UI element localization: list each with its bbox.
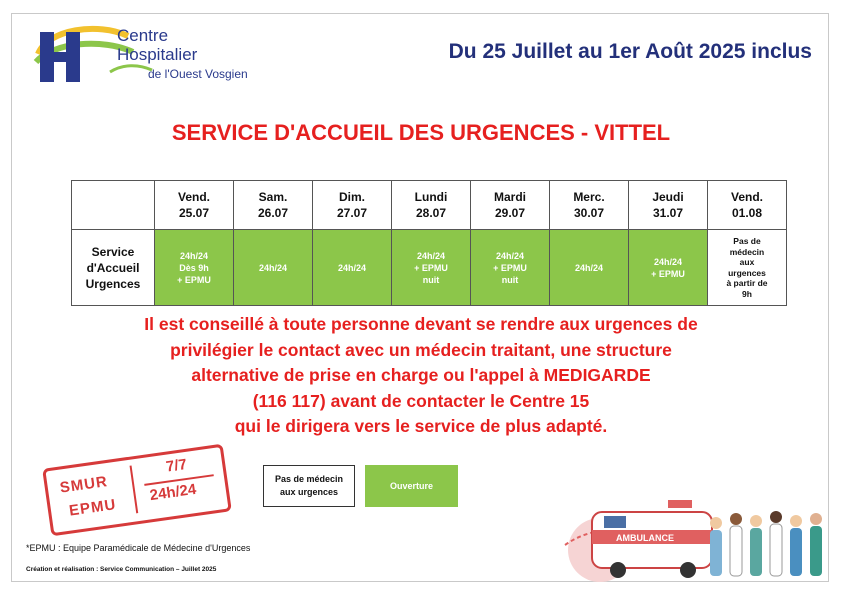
row-header-service: Service d'Accueil Urgences [72,230,155,306]
status-cell-open: 24h/24 + EPMU nuit [471,230,550,306]
footnote: *EPMU : Equipe Paramédicale de Médecine d'Urgences [26,543,251,553]
page-title: SERVICE D'ACCUEIL DES URGENCES - VITTEL [171,120,671,145]
status-cell-open: 24h/24 Dès 9h + EPMU [155,230,234,306]
status-cell-open: 24h/24 + EPMU nuit [392,230,471,306]
schedule-table [71,180,787,306]
table-header-row [72,181,787,230]
stamp-24h: 24h/24 [148,480,198,505]
logo-line-1: Centre [117,26,169,45]
legend-closed-label-1: Pas de médecin [274,474,344,484]
day-header: Sam. 26.07 [234,181,313,230]
day-header: Vend. 25.07 [155,181,234,230]
legend-closed-label-2: aux urgences [279,487,338,497]
day-header: Merc. 30.07 [550,181,629,230]
advice-line: qui le dirigera vers le service de plus adapté. [234,416,608,436]
legend-open: Ouverture [365,465,458,507]
table-row [72,230,787,306]
advice-line: alternative de prise en charge ou l'appel à MEDIGARDE [191,365,651,385]
status-cell-open: 24h/24 [550,230,629,306]
advice-line: Il est conseillé à toute personne devant se rendre aux urgences de [144,314,698,334]
status-cell-open: 24h/24 + EPMU [629,230,708,306]
table-corner-cell [72,181,155,230]
day-header: Vend. 01.08 [708,181,787,230]
day-header: Mardi 29.07 [471,181,550,230]
day-header: Lundi 28.07 [392,181,471,230]
advice-line: (116 117) avant de contacter le Centre 15 [252,390,590,411]
logo-line-2: Hospitalier [117,45,198,64]
stamp-divider [130,466,139,514]
advice-line: privilégier le contact avec un médecin traitant, une structure [170,339,672,360]
ambulance-with-medical-staff-illustration [560,490,828,582]
stamp-7-7: 7/7 [164,455,188,476]
ambulance-text: AMBULANCE [616,533,674,543]
legend-closed [263,465,355,507]
date-range: Du 25 Juillet au 1er Août 2025 inclus [448,40,812,63]
day-header: Jeudi 31.07 [629,181,708,230]
status-cell-open: 24h/24 [234,230,313,306]
stamp-epmu: EPMU [68,496,118,520]
stamp-smur: SMUR [58,473,109,497]
status-cell-closed: Pas de médecin aux urgences à partir de 9h [708,230,787,306]
status-cell-open: 24h/24 [313,230,392,306]
logo-line-3: de l'Ouest Vosgien [148,67,248,81]
advice-paragraph [0,312,842,440]
credits: Création et réalisation : Service Communication – Juillet 2025 [26,566,217,573]
day-header: Dim. 27.07 [313,181,392,230]
